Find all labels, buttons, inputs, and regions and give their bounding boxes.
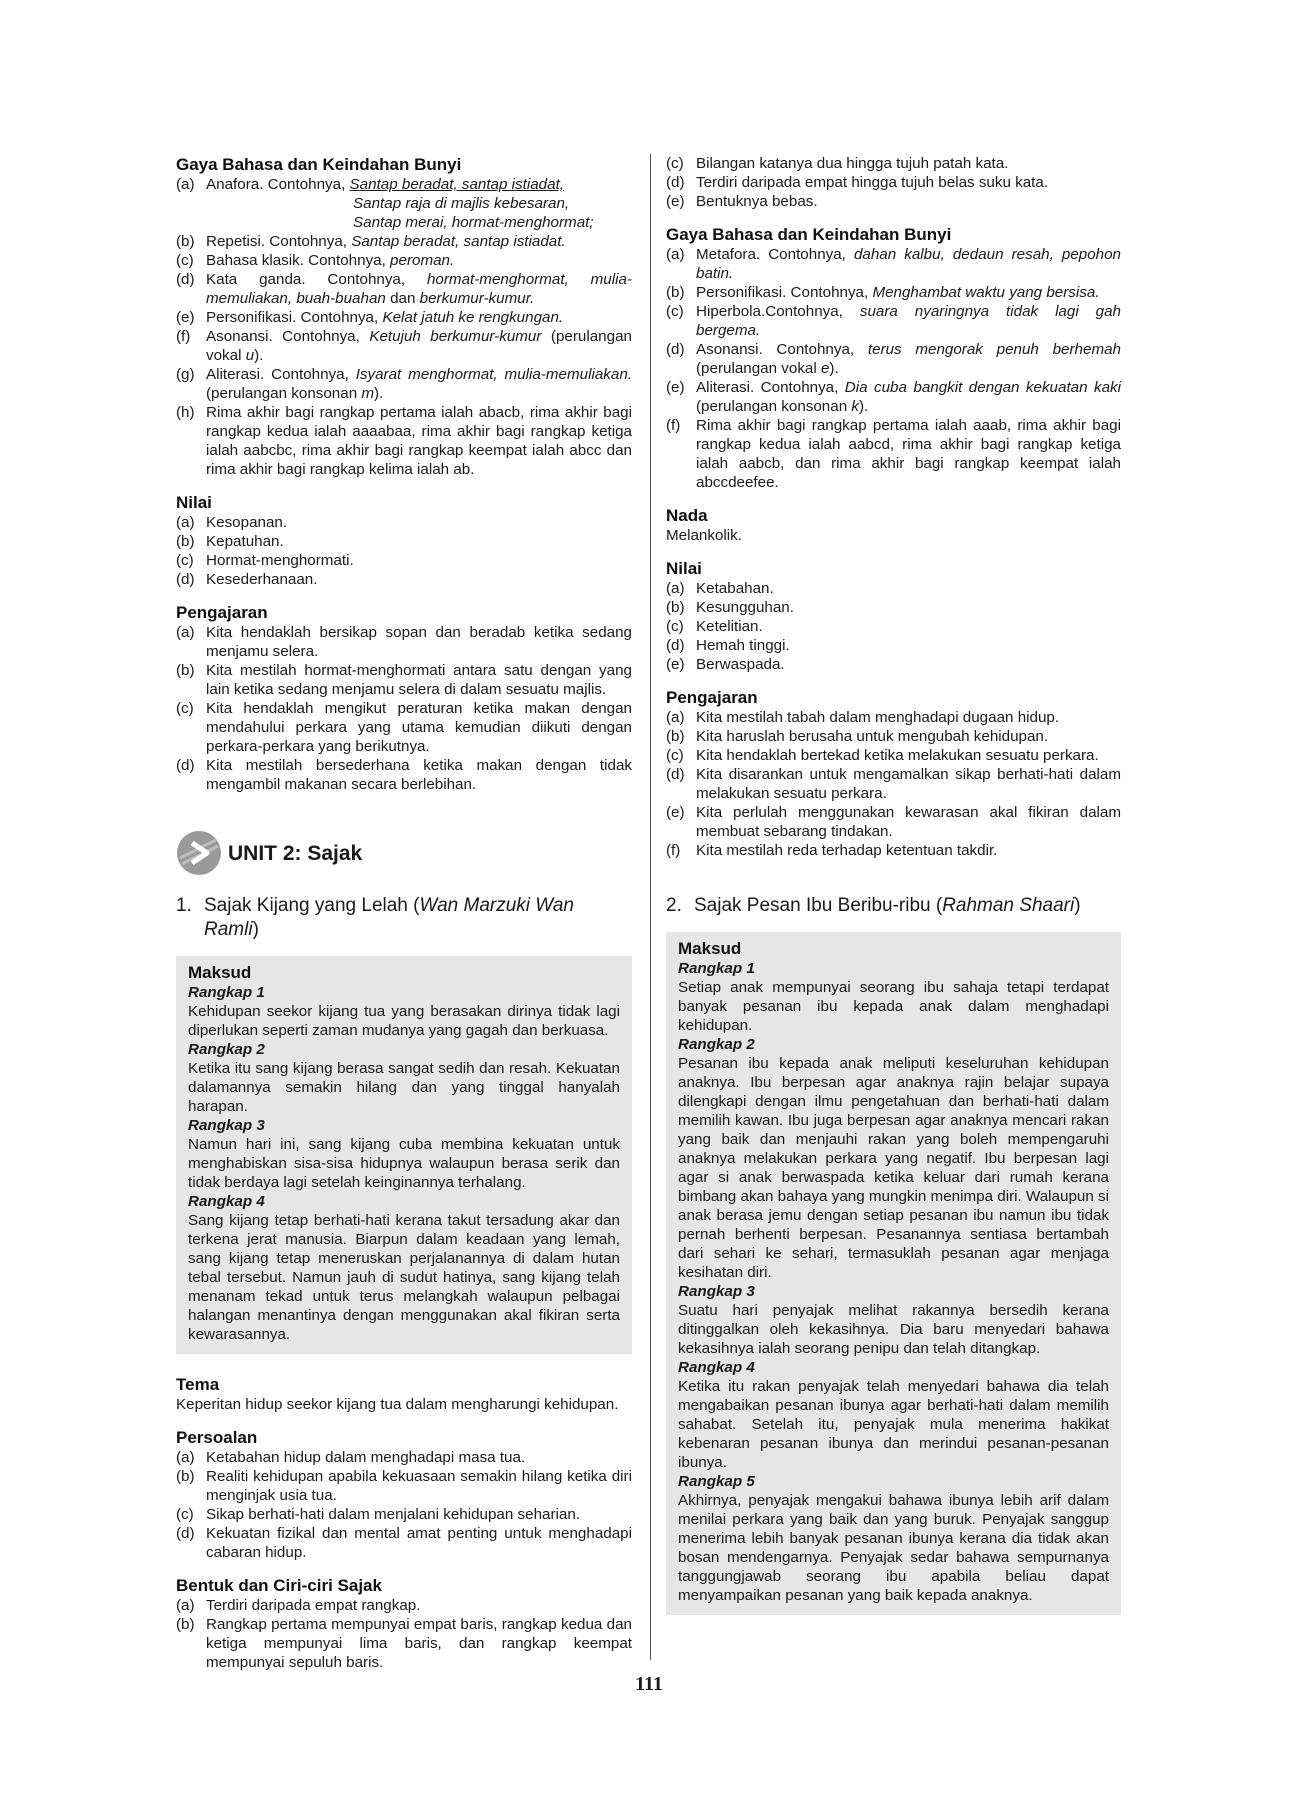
rangkap-label: Rangkap 3 xyxy=(678,1283,755,1300)
section-persoalan xyxy=(176,1427,632,1562)
list-item: (b) Realiti kehidupan apabila kekuasaan semakin hilang ketika diri menginjak usia tua. xyxy=(176,1468,632,1504)
list-item: (a) Kita hendaklah bersikap sopan dan beradab ketika sedang menjamu selera. xyxy=(176,624,632,660)
maksud-box xyxy=(666,932,1121,1615)
list-item: (d) Kekuatan fizikal dan mental amat penting untuk menghadapi cabaran hidup. xyxy=(176,1525,632,1561)
rangkap-text: Namun hari ini, sang kijang cuba membina kekuatan untuk menghabiskan sisa-sisa hidupnya walaupun berasa serik dan tidak berdaya lagi setelah keinginannya terhalang. xyxy=(188,1136,620,1191)
list-item: (d) Kita disarankan untuk mengamalkan sikap berhati-hati dalam melakukan sesuatu perkara. xyxy=(666,766,1121,802)
rangkap-text: Kehidupan seekor kijang tua yang berasakan dirinya tidak lagi diperlukan seperti zaman mudanya yang gagah dan berkuasa. xyxy=(188,1003,620,1039)
rangkap-text: Setiap anak mempunyai seorang ibu sahaja tetapi terdapat banyak pesanan ibu kepada anak dalam menghadapi kehidupan. xyxy=(678,979,1109,1034)
rangkap-text: Ketika itu rakan penyajak telah menyedari bahawa dia telah mengabaikan pesanan ibunya agar berhati-hati dalam memilih sahabat. Setelah itu, penyajak mula menerima hakikat kebenaran pesanan ibunya dan merindui pesanan-pesanan ibunya. xyxy=(678,1378,1109,1471)
list-item: (g) Aliterasi. Contohnya, Isyarat menghormat, mulia-memuliakan. (perulangan konsonan m). xyxy=(176,366,632,402)
section-heading: Maksud xyxy=(678,939,742,958)
rangkap-text: Ketika itu sang kijang berasa sangat sedih dan resah. Kekuatan dalamannya semakin hilang dan yang tinggal hanyalah harapan. xyxy=(188,1060,620,1115)
section-nada xyxy=(666,505,1121,545)
rangkap-text: Suatu hari penyajak melihat rakannya bersedih kerana ditinggalkan oleh kekasihnya. Dia baru menyedari bahawa kekasihnya ialah seorang penipu dan telah ditangkap. xyxy=(678,1302,1109,1357)
list-item: (b) Rangkap pertama mempunyai empat baris, rangkap kedua dan ketiga mempunyai lima baris, dan rangkap keempat mempunyai sepuluh baris. xyxy=(176,1616,632,1671)
right-column xyxy=(666,154,1121,1615)
section-nilai-left xyxy=(176,492,632,589)
list-item: (b) Kesungguhan. xyxy=(666,599,794,616)
rangkap-label: Rangkap 1 xyxy=(678,960,755,977)
list-item: (c) Kita hendaklah mengikut peraturan ketika makan dengan mendahului perkara yang utama kemudian diikuti dengan perkara-perkara yang berikutnya. xyxy=(176,700,632,755)
list-item: (d) Kita mestilah bersederhana ketika makan dengan tidak mengambil makanan secara berlebihan. xyxy=(176,757,632,793)
rangkap-label: Rangkap 2 xyxy=(678,1036,755,1053)
rangkap-label: Rangkap 3 xyxy=(188,1117,265,1134)
list-item: (d) Kata ganda. Contohnya, hormat-menghormat, mulia-memuliakan, buah-buahan dan berkumur-kumur. xyxy=(176,271,632,307)
list-item: (f) Kita mestilah reda terhadap ketentuan takdir. xyxy=(666,842,998,859)
list-item: (e) Bentuknya bebas. xyxy=(666,193,818,210)
list-item: (c) Hiperbola.Contohnya, suara nyaringnya tidak lagi gah bergema. xyxy=(666,303,1121,339)
unit-title: UNIT 2: Sajak xyxy=(228,841,363,865)
section-heading: Pengajaran xyxy=(666,688,758,707)
list-item: (b) Repetisi. Contohnya, Santap beradat, santap istiadat. xyxy=(176,233,566,250)
section-gaya-bahasa-right xyxy=(666,224,1121,492)
rangkap-label: Rangkap 4 xyxy=(678,1359,755,1376)
section-heading: Pengajaran xyxy=(176,603,268,622)
section-heading: Nilai xyxy=(176,493,212,512)
list-item: (a) Ketabahan hidup dalam menghadapi masa tua. xyxy=(176,1449,526,1466)
list-item: (b) Kepatuhan. xyxy=(176,533,284,550)
tema-text: Keperitan hidup seekor kijang tua dalam mengharungi kehidupan. xyxy=(176,1396,619,1413)
list-item: (h) Rima akhir bagi rangkap pertama ialah abacb, rima akhir bagi rangkap kedua ialah aaaabaa, rima akhir bagi rangkap ketiga ialah aabcbc, rima akhir bagi rangkap keempat ialah abcc dan rima akhir bagi rangkap kelima ialah ab. xyxy=(176,404,632,478)
poem-title: 2. Sajak Pesan Ibu Beribu-ribu (Rahman Shaari) xyxy=(666,895,1081,916)
section-nilai-right xyxy=(666,558,1121,674)
section-bentuk xyxy=(176,1575,632,1672)
list-item: (c) Kita hendaklah bertekad ketika melakukan sesuatu perkara. xyxy=(666,747,1099,764)
list-item: (c) Bilangan katanya dua hingga tujuh patah kata. xyxy=(666,155,1009,172)
section-pengajaran-right xyxy=(666,687,1121,860)
section-heading: Gaya Bahasa dan Keindahan Bunyi xyxy=(666,225,952,244)
list-item: (c) Hormat-menghormati. xyxy=(176,552,354,569)
list-item: (b) Kita mestilah hormat-menghormati antara satu dengan yang lain ketika sedang menjamu selera di dalam sesuatu majlis. xyxy=(176,662,632,698)
list-item: (e) Personifikasi. Contohnya, Kelat jatuh ke rengkungan. xyxy=(176,309,564,326)
section-heading: Nilai xyxy=(666,559,702,578)
section-heading: Persoalan xyxy=(176,1428,258,1447)
section-heading: Tema xyxy=(176,1375,220,1394)
list-item: (d) Asonansi. Contohnya, terus mengorak penuh berhemah (perulangan vokal e). xyxy=(666,341,1121,377)
rangkap-label: Rangkap 1 xyxy=(188,984,265,1001)
list-item: (e) Kita perlulah menggunakan kewarasan akal fikiran dalam membuat sebarang tindakan. xyxy=(666,804,1121,840)
rangkap-label: Rangkap 5 xyxy=(678,1473,755,1490)
poem-title: 1. Sajak Kijang yang Lelah (Wan Marzuki Wan Ramli) xyxy=(176,895,574,940)
rangkap-text: Sang kijang tetap berhati-hati kerana takut tersadung akar dan terkena jerat manusia. Biarpun dalam keadaan yang lemah, sang kijang tetap meneruskan perjalanannya di dalam hutan tebal tersebut. Namun jauh di sudut hatinya, sang kijang telah menanam tekad untuk terus melangkah walaupun pelbagai halangan menantinya dengan menggunakan akal fikiran serta kewarasannya. xyxy=(188,1212,620,1343)
list-item: (c) Ketelitian. xyxy=(666,618,763,635)
list-item: (d) Hemah tinggi. xyxy=(666,637,790,654)
list-item: (b) Kita haruslah berusaha untuk mengubah kehidupan. xyxy=(666,728,1049,745)
page-number: 111 xyxy=(635,1673,663,1695)
left-column xyxy=(176,154,632,1672)
list-item: (c) Bahasa klasik. Contohnya, peroman. xyxy=(176,252,455,269)
rangkap-text: Akhirnya, penyajak mengakui bahawa ibunya lebih arif dalam menilai perkara yang baik dan yang buruk. Penyajak sanggup menerima lebih banyak pesanan ibunya kerana dia tidak akan bosan mendengarnya. Penyajak sedar bahawa sempurnanya tanggungjawab seorang ibu apabila beliau dapat menyampaikan pesanan yang baik kepada anaknya. xyxy=(678,1492,1109,1604)
rangkap-text: Pesanan ibu kepada anak meliputi keseluruhan kehidupan anaknya. Ibu berpesan agar anaknya rajin belajar supaya dilengkapi dengan ilmu pengetahuan dan berhati-hati dalam memilih kawan. Ibu juga berpesan agar anaknya mencari rakan yang baik dan menjauhi rakan yang boleh mempengaruhi anaknya melakukan perkara yang negatif. Ibu berpesan lagi agar si anak berwaspada ketika keluar dari rumah kerana bimbang akan bahaya yang mungkin menimpa diri. Walaupun si anak berasa jemu dengan setiap pesanan ibu namun ibu tidak pernah berhenti berpesan. Pesanannya sentiasa bertambah dari sehari ke sehari, termasuklah pesanan agar menjaga kesihatan diri. xyxy=(678,1055,1109,1281)
section-heading: Gaya Bahasa dan Keindahan Bunyi xyxy=(176,155,462,174)
list-item: (c) Sikap berhati-hati dalam menjalani kehidupan seharian. xyxy=(176,1506,581,1523)
section-gaya-bahasa-left xyxy=(176,154,632,479)
list-item: (f) Rima akhir bagi rangkap pertama ialah aaab, rima akhir bagi rangkap kedua ialah aabcd, rima akhir bagi rangkap ketiga ialah aabcb, dan rima akhir bagi rangkap keempat ialah abccdeefee. xyxy=(666,417,1121,491)
section-tema xyxy=(176,1374,632,1414)
list-item: (d) Terdiri daripada empat hingga tujuh belas suku kata. xyxy=(666,174,1049,191)
section-heading: Bentuk dan Ciri-ciri Sajak xyxy=(176,1576,382,1595)
list-item: (e) Aliterasi. Contohnya, Dia cuba bangkit dengan kekuatan kaki (perulangan konsonan k). xyxy=(666,379,1122,415)
list-item: (e) Berwaspada. xyxy=(666,656,785,673)
nada-text: Melankolik. xyxy=(666,527,742,544)
section-bentuk-cont xyxy=(666,154,1121,211)
list-item: (a) Kita mestilah tabah dalam menghadapi dugaan hidup. xyxy=(666,709,1060,726)
rangkap-label: Rangkap 4 xyxy=(188,1193,265,1210)
list-item: (a) Terdiri daripada empat rangkap. xyxy=(176,1597,421,1614)
section-heading: Maksud xyxy=(188,963,252,982)
list-item: (f) Asonansi. Contohnya, Ketujuh berkumur-kumur (perulangan vokal u). xyxy=(176,328,632,364)
rangkap-label: Rangkap 2 xyxy=(188,1041,265,1058)
maksud-box xyxy=(176,956,632,1354)
list-item: (a) Metafora. Contohnya, dahan kalbu, dedaun resah, pepohon batin. xyxy=(666,246,1121,282)
section-pengajaran-left xyxy=(176,602,632,794)
section-heading: Nada xyxy=(666,506,708,525)
list-item: (a) Ketabahan. xyxy=(666,580,774,597)
unit-header xyxy=(176,830,632,876)
list-item: (a) Anafora. Contohnya, Santap beradat, santap istiadat, Santap raja di majlis kebesaran, Santap merai, hormat-menghormat; xyxy=(176,176,594,231)
list-item: (a) Kesopanan. xyxy=(176,514,288,531)
column-divider xyxy=(650,154,651,1660)
list-item: (b) Personifikasi. Contohnya, Menghambat waktu yang bersisa. xyxy=(666,284,1100,301)
arrow-right-icon xyxy=(176,830,222,876)
list-item: (d) Kesederhanaan. xyxy=(176,571,318,588)
